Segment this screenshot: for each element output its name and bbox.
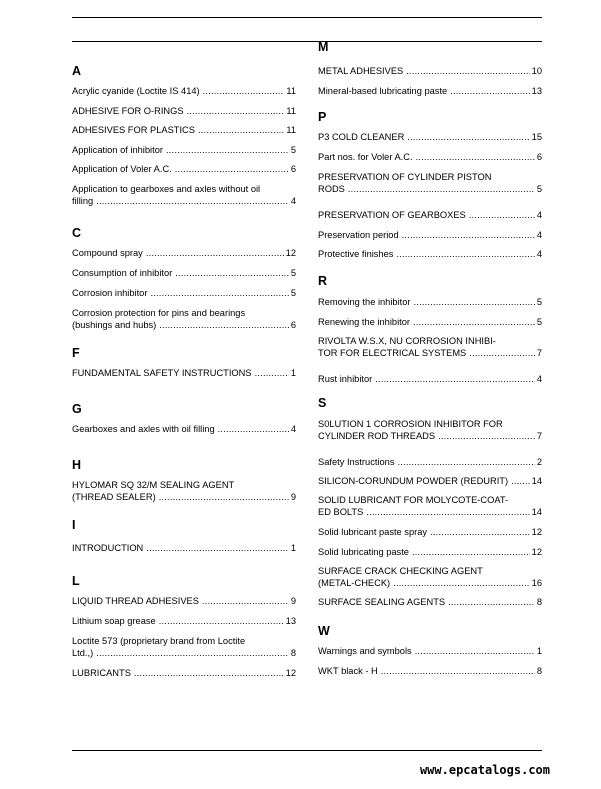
- dot-leader: [469, 209, 535, 221]
- page-number: 10: [531, 66, 542, 76]
- page-number: 13: [285, 616, 296, 626]
- entry-title: (METAL-CHECK): [318, 578, 391, 588]
- index-entry[interactable]: [72, 247, 296, 259]
- page-number: 1: [536, 646, 542, 656]
- index-entry[interactable]: [318, 131, 542, 143]
- entry-title: (THREAD SEALER): [72, 492, 156, 502]
- entry-title: LIQUID THREAD ADHESIVES: [72, 596, 199, 606]
- header-rule: [72, 41, 542, 42]
- entry-title: Solid lubricant paste spray: [318, 527, 428, 537]
- index-entry[interactable]: [72, 267, 296, 279]
- entry-title: PRESERVATION OF CYLINDER PISTON: [318, 172, 492, 182]
- page-number: 5: [536, 317, 542, 327]
- index-entry[interactable]: [72, 542, 296, 554]
- entry-title: Application to gearboxes and axles without oil: [72, 184, 261, 194]
- dot-leader: [175, 163, 289, 175]
- page-number: 5: [290, 145, 296, 155]
- section-letter-a: A: [72, 64, 82, 78]
- dot-leader: [159, 491, 289, 503]
- entry-title: Protective finishes: [318, 249, 394, 259]
- page-number: 6: [290, 164, 296, 174]
- page-number: 4: [536, 374, 542, 384]
- dot-leader: [134, 667, 284, 679]
- section-letter-w: W: [318, 624, 330, 638]
- dot-leader: [159, 615, 284, 627]
- entry-title: Corrosion protection for pins and bearings: [72, 308, 246, 318]
- entry-title: Application of inhibitor: [72, 145, 163, 155]
- dot-leader: [393, 577, 530, 589]
- section-letter-c: C: [72, 226, 82, 240]
- index-entry[interactable]: [318, 65, 542, 77]
- page-number: 9: [290, 596, 296, 606]
- entry-title: Safety Instructions: [318, 457, 395, 467]
- entry-title: (bushings and hubs): [72, 320, 157, 330]
- page-number: 12: [285, 668, 296, 678]
- entry-title: SILICON-CORUNDUM POWDER (REDURIT): [318, 476, 509, 486]
- entry-title: Rust inhibitor: [318, 374, 373, 384]
- entry-title: Compound spray: [72, 248, 143, 258]
- section-letter-l: L: [72, 574, 80, 588]
- page-number: 8: [536, 666, 542, 676]
- index-entry[interactable]: [318, 456, 542, 468]
- page-number: 4: [536, 249, 542, 259]
- page-number: 12: [285, 248, 296, 258]
- entry-title: PRESERVATION OF GEARBOXES: [318, 210, 466, 220]
- entry-title: Warnings and symbols: [318, 646, 412, 656]
- index-entry[interactable]: [72, 615, 296, 627]
- page-number: 11: [286, 125, 296, 135]
- dot-leader: [415, 645, 535, 657]
- index-entry[interactable]: [318, 229, 542, 241]
- dot-leader: [396, 248, 534, 260]
- entry-title: Part nos. for Voler A.C.: [318, 152, 413, 162]
- index-entry[interactable]: [72, 595, 296, 607]
- dot-leader: [430, 526, 530, 538]
- index-entry[interactable]: [72, 183, 296, 207]
- dot-leader: [397, 456, 534, 468]
- index-entry[interactable]: [318, 151, 542, 163]
- index-entry[interactable]: [318, 596, 542, 608]
- entry-title: FUNDAMENTAL SAFETY INSTRUCTIONS: [72, 368, 252, 378]
- index-entry[interactable]: [72, 667, 296, 679]
- dot-leader: [402, 229, 535, 241]
- index-entry[interactable]: [318, 475, 542, 487]
- index-entry[interactable]: [72, 367, 296, 379]
- section-letter-r: R: [318, 274, 328, 288]
- dot-leader: [412, 546, 530, 558]
- entry-title: WKT black - H: [318, 666, 378, 676]
- dot-leader: [407, 131, 529, 143]
- index-entry[interactable]: [318, 248, 542, 260]
- index-entry[interactable]: [318, 665, 542, 677]
- entry-title: Removing the inhibitor: [318, 297, 411, 307]
- dot-leader: [203, 85, 285, 97]
- entry-title: Corrosion inhibitor: [72, 288, 148, 298]
- index-entry[interactable]: [72, 307, 296, 331]
- index-entry[interactable]: [318, 565, 542, 589]
- dot-leader: [198, 124, 284, 136]
- entry-title: Ltd.,): [72, 648, 94, 658]
- page-number: 5: [290, 288, 296, 298]
- index-entry[interactable]: [72, 85, 296, 97]
- dot-leader: [166, 144, 289, 156]
- entry-title: Acrylic cyanide (Loctite IS 414): [72, 86, 200, 96]
- entry-title: ADHESIVE FOR O-RINGS: [72, 106, 184, 116]
- entry-title: Application of Voler A.C.: [72, 164, 172, 174]
- top-rule: [72, 17, 542, 18]
- dot-leader: [150, 287, 288, 299]
- dot-leader: [414, 296, 535, 308]
- entry-title: LUBRICANTS: [72, 668, 131, 678]
- dot-leader: [406, 65, 529, 77]
- section-letter-p: P: [318, 110, 327, 124]
- entry-title: Preservation period: [318, 230, 399, 240]
- index-entry[interactable]: [318, 296, 542, 308]
- section-letter-h: H: [72, 458, 82, 472]
- page-number: 1: [290, 543, 296, 553]
- dot-leader: [96, 647, 289, 659]
- page-number: 1: [290, 368, 296, 378]
- bottom-rule: [72, 750, 542, 751]
- index-entry[interactable]: [72, 124, 296, 136]
- page-number: 14: [531, 507, 542, 517]
- section-letter-i: I: [72, 518, 76, 532]
- section-letter-g: G: [72, 402, 82, 416]
- index-entry[interactable]: [72, 144, 296, 156]
- dot-leader: [366, 506, 529, 518]
- index-entry[interactable]: [72, 635, 296, 659]
- entry-title: RIVOLTA W.S.X, NU CORROSION INHIBI-: [318, 336, 496, 346]
- dot-leader: [416, 151, 535, 163]
- page-number: 4: [536, 230, 542, 240]
- index-entry[interactable]: [318, 209, 542, 221]
- entry-title: Loctite 573 (proprietary brand from Loctite: [72, 636, 246, 646]
- page-number: 6: [536, 152, 542, 162]
- index-entry[interactable]: [72, 163, 296, 175]
- dot-leader: [413, 316, 535, 328]
- footer-watermark: www.epcatalogs.com: [419, 763, 550, 777]
- dot-leader: [511, 475, 530, 487]
- dot-leader: [159, 319, 289, 331]
- entry-title: Gearboxes and axles with oil filling: [72, 424, 215, 434]
- dot-leader: [448, 596, 535, 608]
- dot-leader: [146, 542, 289, 554]
- page-number: 4: [290, 196, 296, 206]
- dot-leader: [438, 430, 535, 442]
- page-number: 7: [536, 348, 542, 358]
- section-letter-s: S: [318, 396, 327, 410]
- page-number: 2: [536, 457, 542, 467]
- index-entry[interactable]: [318, 335, 542, 359]
- section-letter-m: M: [318, 40, 329, 54]
- index-entry[interactable]: [318, 526, 542, 538]
- dot-leader: [375, 373, 535, 385]
- page-number: 11: [286, 86, 296, 96]
- entry-title: SURFACE SEALING AGENTS: [318, 597, 446, 607]
- page-number: 16: [531, 578, 542, 588]
- index-entry[interactable]: [318, 418, 542, 442]
- entry-title: TOR FOR ELECTRICAL SYSTEMS: [318, 348, 467, 358]
- page-number: 4: [536, 210, 542, 220]
- entry-title: SOLID LUBRICANT FOR MOLYCOTE-COAT-: [318, 495, 509, 505]
- page-number: 9: [290, 492, 296, 502]
- index-entry[interactable]: [318, 171, 542, 195]
- entry-title: ED BOLTS: [318, 507, 364, 517]
- entry-title: S0LUTION 1 CORROSION INHIBITOR FOR: [318, 419, 503, 429]
- entry-title: CYLINDER ROD THREADS: [318, 431, 436, 441]
- dot-leader: [202, 595, 289, 607]
- entry-title: Mineral-based lubricating paste: [318, 86, 448, 96]
- page-number: 12: [531, 547, 542, 557]
- page-number: 12: [531, 527, 542, 537]
- dot-leader: [450, 85, 529, 97]
- index-entry[interactable]: [318, 373, 542, 385]
- entry-title: RODS: [318, 184, 345, 194]
- page-number: 6: [290, 320, 296, 330]
- page-number: 15: [531, 132, 542, 142]
- page-number: 5: [536, 297, 542, 307]
- entry-title: Lithium soap grease: [72, 616, 156, 626]
- page-number: 13: [531, 86, 542, 96]
- dot-leader: [381, 665, 535, 677]
- page-number: 4: [290, 424, 296, 434]
- entry-title: HYLOMAR SQ 32/M SEALING AGENT: [72, 480, 235, 490]
- page-number: 8: [290, 648, 296, 658]
- entry-title: filling: [72, 196, 94, 206]
- entry-title: Consumption of inhibitor: [72, 268, 173, 278]
- section-letter-f: F: [72, 346, 80, 360]
- entry-title: Solid lubricating paste: [318, 547, 409, 557]
- index-entry[interactable]: [72, 479, 296, 503]
- dot-leader: [96, 195, 289, 207]
- entry-title: INTRODUCTION: [72, 543, 144, 553]
- entry-title: METAL ADHESIVES: [318, 66, 404, 76]
- index-entry[interactable]: [72, 423, 296, 435]
- page-number: 7: [536, 431, 542, 441]
- entry-title: P3 COLD CLEANER: [318, 132, 405, 142]
- entry-title: Renewing the inhibitor: [318, 317, 410, 327]
- page-number: 11: [286, 106, 296, 116]
- index-entry[interactable]: [318, 546, 542, 558]
- index-entry[interactable]: [318, 645, 542, 657]
- dot-leader: [469, 347, 535, 359]
- dot-leader: [255, 367, 289, 379]
- dot-leader: [175, 267, 289, 279]
- entry-title: ADHESIVES FOR PLASTICS: [72, 125, 195, 135]
- entry-title: SURFACE CRACK CHECKING AGENT: [318, 566, 483, 576]
- index-entry[interactable]: [72, 287, 296, 299]
- index-entry[interactable]: [318, 85, 542, 97]
- dot-leader: [187, 105, 285, 117]
- dot-leader: [348, 183, 535, 195]
- page-number: 8: [536, 597, 542, 607]
- index-entry[interactable]: [318, 494, 542, 518]
- index-entry[interactable]: [318, 316, 542, 328]
- dot-leader: [146, 247, 284, 259]
- page-number: 5: [536, 184, 542, 194]
- page-number: 5: [290, 268, 296, 278]
- page-number: 14: [531, 476, 542, 486]
- dot-leader: [218, 423, 289, 435]
- index-entry[interactable]: [72, 105, 296, 117]
